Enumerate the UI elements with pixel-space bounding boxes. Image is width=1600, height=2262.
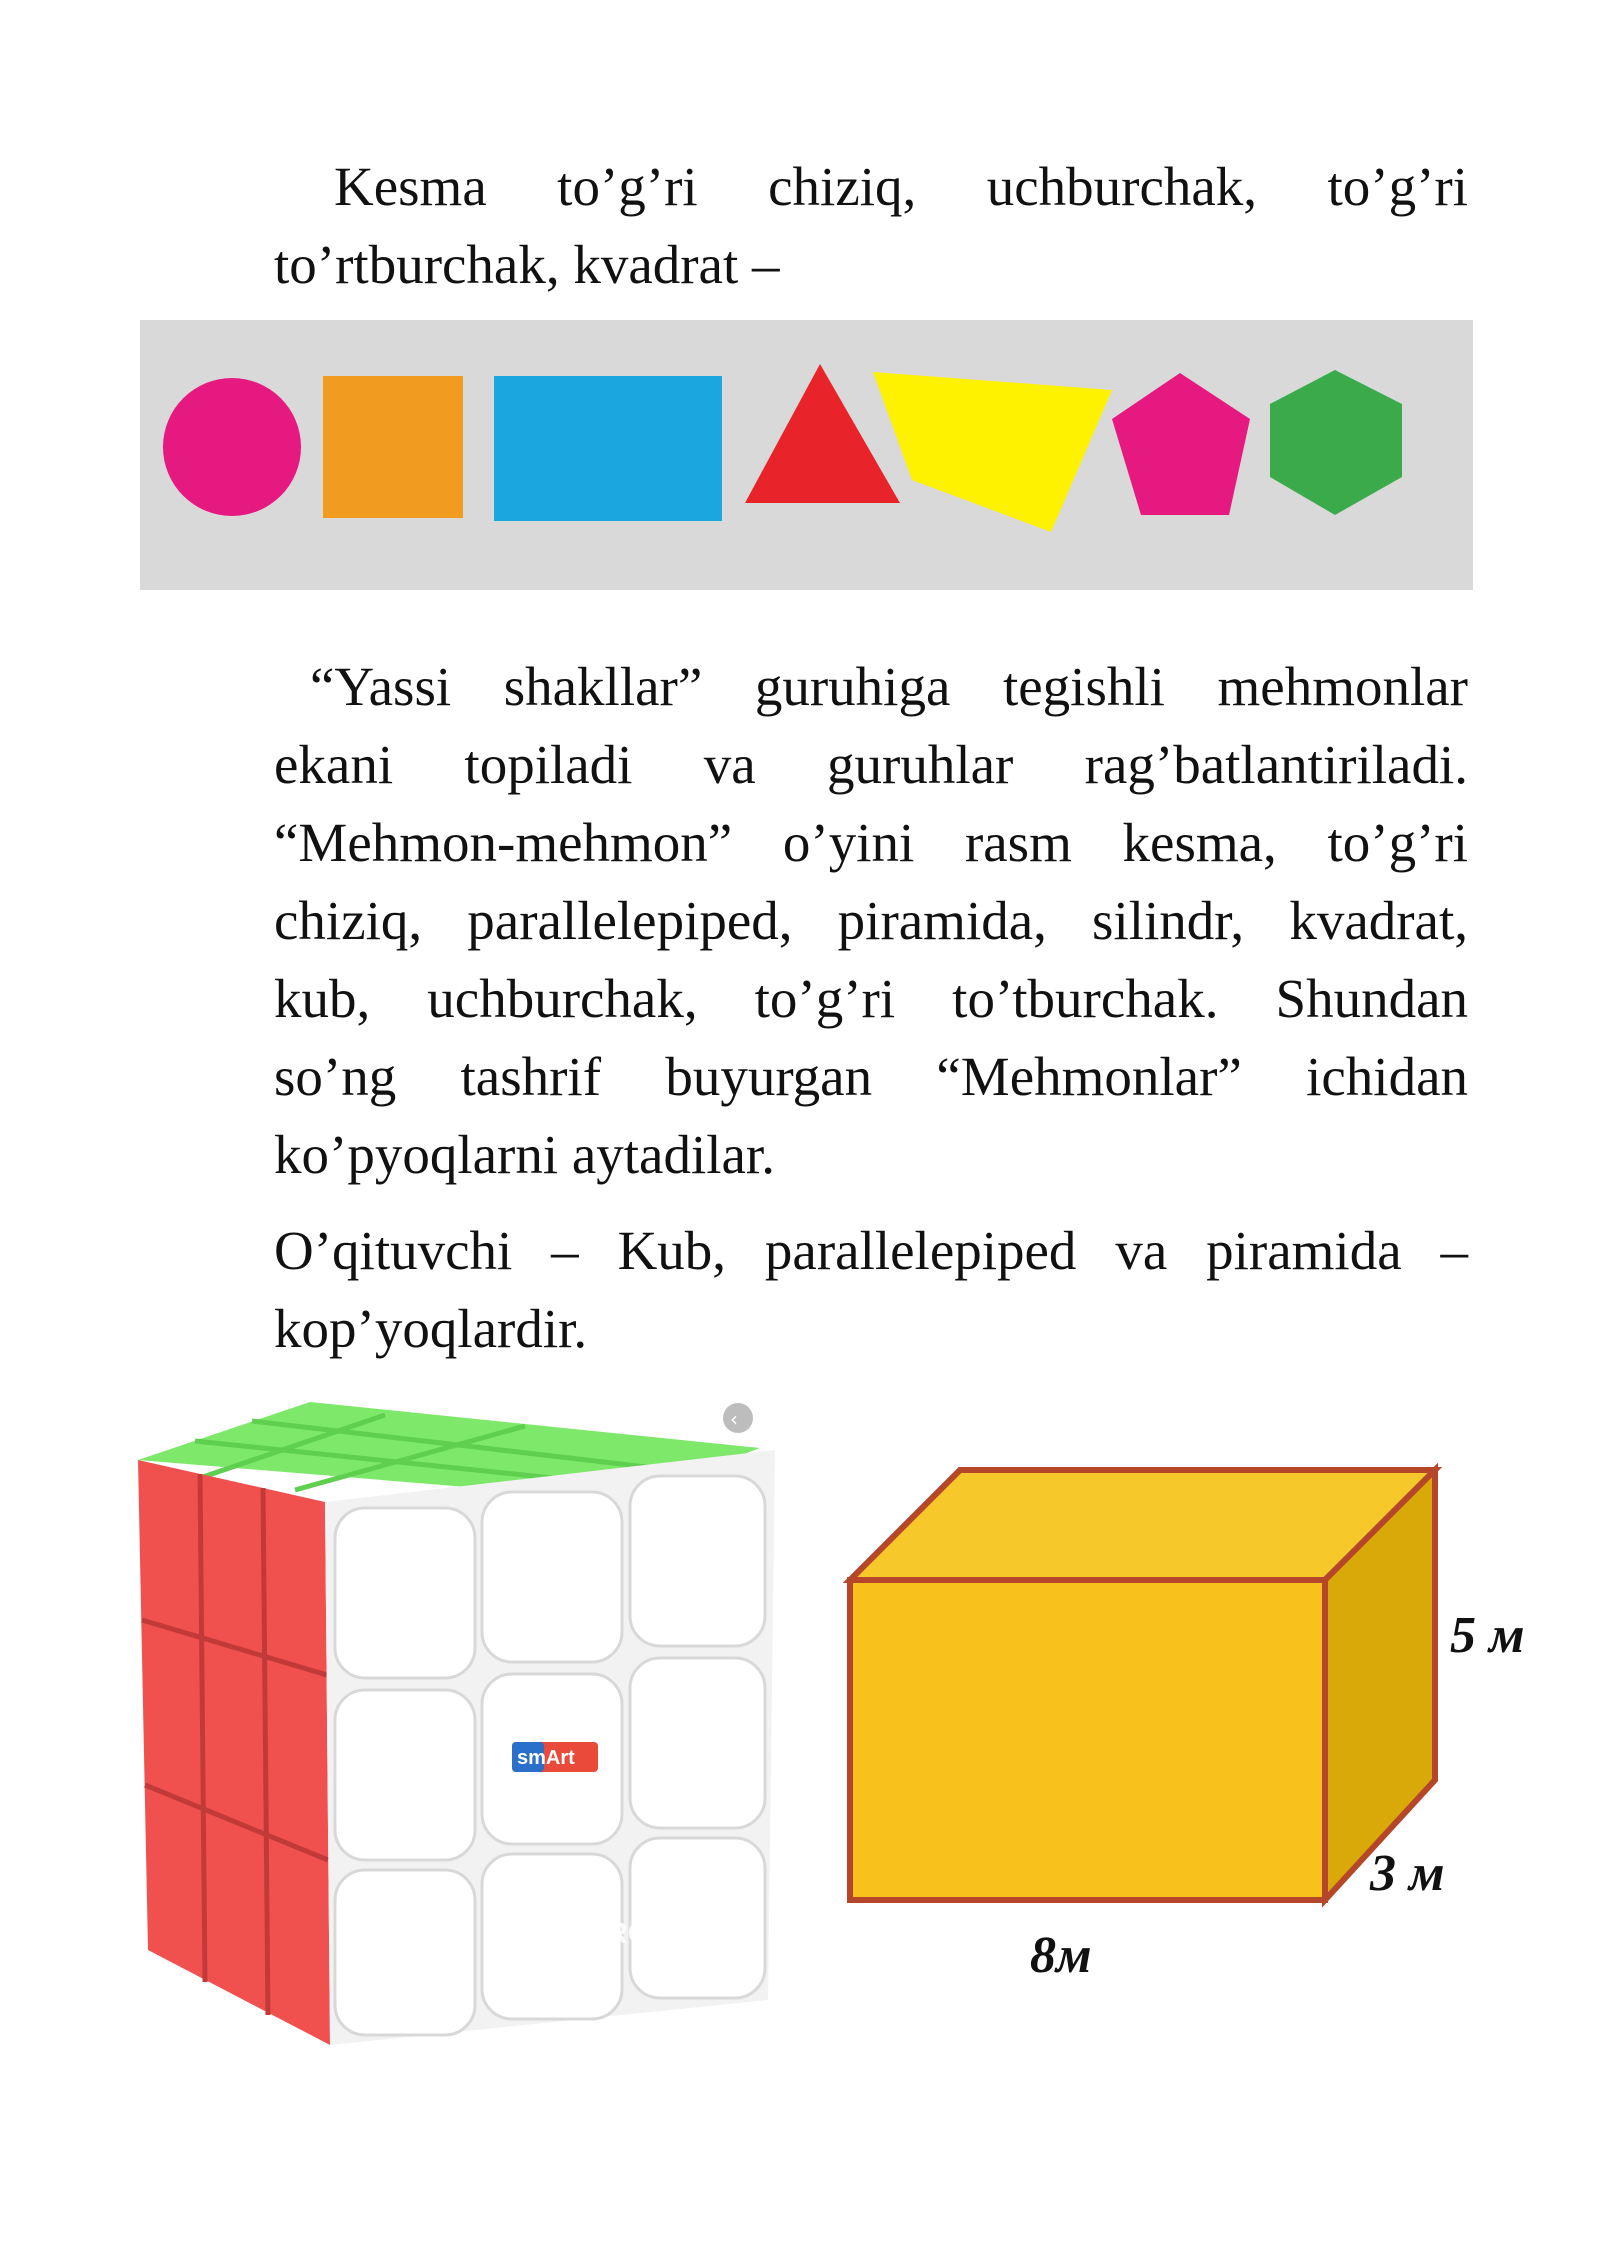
cuboid-front-face [850, 1580, 1325, 1900]
flat-shapes-figure [140, 320, 1473, 590]
watermark-text: ROZETKA [606, 1917, 751, 1950]
height-label: 5 м [1450, 1607, 1525, 1664]
text-line: “Mehmon-mehmon” o’yini rasm kesma, to’g’ri [274, 812, 1468, 873]
flat-shapes-svg [140, 320, 1473, 590]
depth-label: 3 м [1370, 1845, 1445, 1902]
width-label: 8м [1030, 1927, 1092, 1984]
text-line: O’qituvchi – Kub, parallelepiped va piramida – [274, 1220, 1468, 1281]
text-line: to’rtburchak, kvadrat – [274, 234, 780, 295]
text-line: kop’yoqlardir. [274, 1298, 588, 1359]
text-line: kub, uchburchak, to’g’ri to’tburchak. Shundan [274, 968, 1468, 1029]
trapezoid-shape [873, 372, 1112, 532]
cube-svg [120, 1390, 800, 2050]
cuboid-figure [830, 1450, 1560, 2015]
hexagon-shape [1270, 370, 1402, 515]
text-line: chiziq, parallelepiped, piramida, silindr, kvadrat, [274, 890, 1468, 951]
pentagon-shape [1112, 373, 1250, 515]
teacher-paragraph [274, 1212, 1468, 1368]
text-line: “Yassi shakllar” guruhiga tegishli mehmonlar [310, 656, 1468, 717]
triangle-shape [745, 364, 900, 503]
text-line: ko’pyoqlarni aytadilar. [274, 1124, 775, 1185]
text-line: ekani topiladi va guruhlar rag’batlantiriladi. [274, 734, 1468, 795]
square-shape [323, 376, 463, 518]
circle-shape [163, 378, 301, 516]
watermark-icon [560, 1912, 600, 1952]
cube-side-face [138, 1460, 330, 2045]
text-line: so’ng tashrif buyurgan “Mehmonlar” ichidan [274, 1046, 1468, 1107]
chevron-left-icon: ‹ [730, 1407, 738, 1431]
cube-logo-text: smArt [517, 1747, 575, 1769]
badge-icon [723, 1403, 753, 1433]
intro-paragraph [274, 148, 1468, 304]
text-line: Kesma to’g’ri chiziq, uchburchak, to’g’ri [334, 156, 1468, 217]
rectangle-shape [494, 376, 722, 521]
main-paragraph [274, 648, 1468, 1194]
cuboid-svg [830, 1450, 1560, 2010]
rubiks-cube-image [120, 1390, 800, 2055]
